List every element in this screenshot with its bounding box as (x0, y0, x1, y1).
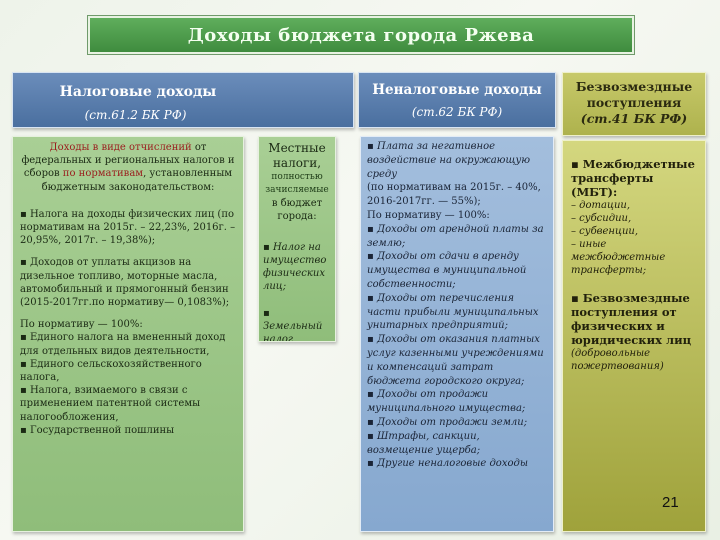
nontax-item: По нормативу — 100%: (367, 209, 490, 221)
local-taxes-box (258, 136, 336, 342)
page-number: 21 (662, 494, 679, 511)
local-tax-item: ▪ Налог на имущество физических лиц; (263, 242, 327, 292)
free-receipts-title: ▪ Безвозмездные поступления от физических и юридических лиц (571, 291, 692, 347)
nontax-list-box (360, 136, 554, 532)
nontax-income-title: Неналоговые доходы (372, 82, 542, 98)
heading-lead: Доходы в виде отчислений (49, 142, 192, 153)
local-taxes-list (263, 241, 331, 342)
local-taxes-dest: в бюджет города: (271, 198, 323, 222)
norm-100-heading: По нормативу — 100%: (20, 319, 143, 331)
local-taxes-note: полностью зачисляемые (265, 172, 329, 195)
mbt-item: – субвенции, (571, 226, 639, 237)
nontax-item: ▪ Другие неналоговые доходы (367, 458, 528, 470)
nontax-item: ▪ Плата за негативное воздействие на окружающую среду (367, 141, 531, 180)
excise-item: ▪ Доходов от уплаты акцизов на дизельное топливо, моторные масла, автомобильный и прямогонный бензин (20, 257, 229, 295)
ndfl-item: ▪ Налога на доходы физических лиц (по нормативам на 2015г. – 22,23%, 2016г. – 20,95%, 2017г. – 19,38%); (20, 208, 236, 247)
tax-deductions-heading (20, 141, 236, 194)
nontax-item: ▪ Штрафы, санкции, возмещение ущерба; (367, 430, 481, 456)
tax-income-subtitle: (ст.61.2 БК РФ) (84, 108, 187, 122)
local-tax-item: ▪ Земельный налог (263, 308, 323, 342)
local-taxes-title: Местные налоги, (268, 141, 326, 170)
page-title-text: Доходы бюджета города Ржева (187, 24, 535, 46)
nontax-item: (по нормативам на 2015г. – 40%, 2016-2017гг. — 55%); (367, 182, 541, 208)
nontax-item: ▪ Доходы от перечисления части прибыли муниципальных унитарных предприятий; (367, 292, 539, 332)
tax-deductions-box (12, 136, 244, 532)
excise-norm: (2015-2017гг.по нормативу— 0,1083%); (20, 297, 230, 309)
nontax-item: ▪ Доходы от продажи муниципального имущества; (367, 389, 526, 415)
heading-red: по нормативам (62, 168, 144, 180)
tax-list-item: ▪ Единого налога на вмененный доход для отдельных видов деятельности, (20, 332, 226, 357)
nontax-item: ▪ Доходы от продажи земли; (367, 416, 528, 428)
nontax-income-header (358, 72, 556, 128)
tax-list-item: ▪ Налога, взимаемого в связи с применением патентной системы налогообложения, (20, 385, 201, 423)
tax-list-item: ▪ Единого сельскохозяйственного налога, (20, 358, 202, 384)
tax-list-item: ▪ Государственной пошлины (20, 424, 175, 436)
nontax-item: ▪ Доходы от оказания платных услуг казенными учреждениями и компенсаций затрат бюджета городского округа; (367, 334, 544, 387)
nontax-item: ▪ Доходы от сдачи в аренду имущества в муниципальной собственности; (367, 251, 527, 290)
mbt-item: – иные межбюджетные трансферты; (571, 239, 666, 276)
mbt-item: – дотации, (571, 200, 631, 211)
grants-title-line2: поступления (586, 95, 682, 110)
mbt-item: – субсидии, (571, 213, 632, 224)
nontax-income-subtitle: (ст.62 БК РФ) (411, 105, 503, 119)
nontax-item: ▪ Доходы от арендной платы за землю; (367, 223, 544, 249)
heading-rest1: от федеральных и региональных налогов и сборов (21, 142, 235, 180)
grants-title-line1: Безвозмездные (575, 79, 693, 94)
tax-income-title: Налоговые доходы (59, 84, 217, 100)
free-receipts-note: (добровольные пожертвования) (571, 348, 664, 372)
grants-header (562, 72, 706, 136)
mbt-title: ▪ Межбюджетные трансферты (МБТ): (571, 157, 695, 199)
grants-subtitle: (ст.41 БК РФ) (580, 111, 688, 126)
grants-box (562, 140, 706, 532)
heading-rest2: , установленным бюджетным законодательством: (41, 168, 233, 193)
page-title (88, 16, 634, 54)
tax-income-header (12, 72, 354, 128)
